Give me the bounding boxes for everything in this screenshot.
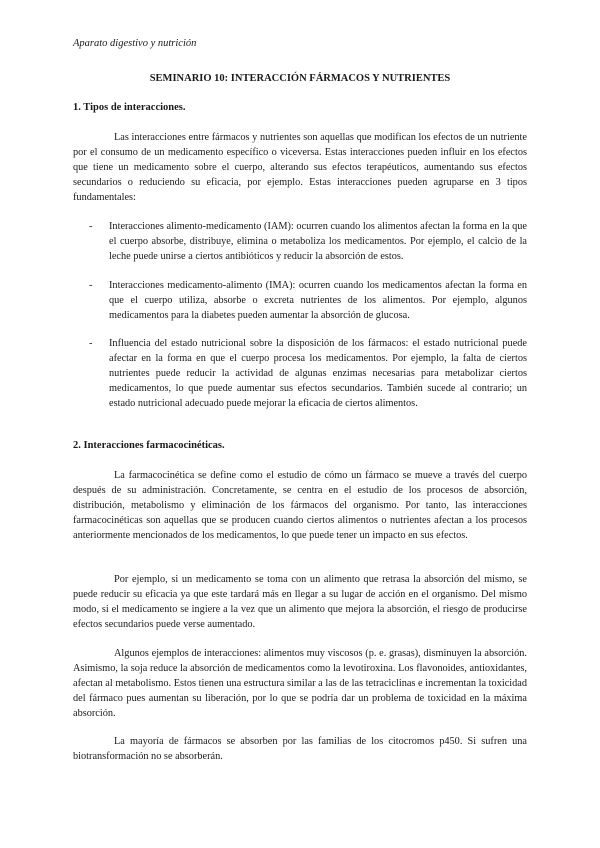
bullet-marker: - — [89, 338, 93, 349]
section-2-paragraph-1: La farmacocinética se define como el estudio de cómo un fármaco se mueve a través del cuerpo después de su administración. Concretamente, se centra en el estudio de los procesos de absorción, distribución, metabolismo y eliminación de los fármacos del organismo. Por tanto, las interacciones farmacocinéticas son aquellas que se producen cuando ciertos alimentos o nutrientes afectan a los procesos anteriormente mencionados de los medicamentos, lo que puede tener un impacto en sus efectos. — [73, 470, 527, 541]
section-heading-1: 1. Tipos de interacciones. — [73, 102, 186, 113]
section-heading-2: 2. Interacciones farmacocinéticas. — [73, 440, 225, 451]
section-2-paragraph-2: Por ejemplo, si un medicamento se toma con un alimento que retrasa la absorción del mismo, se puede reducir su eficacia ya que este tardará más en llegar a su lugar de acción en el organismo. Del mismo modo, si el medicamento se ingiere a la vez que un alimento que mejora la absorción, el riesgo de producirse efectos secundarios puede verse aumentado. — [73, 574, 527, 630]
section-1-intro-paragraph: Las interacciones entre fármacos y nutrientes son aquellas que modifican los efectos de un nutriente por el consumo de un medicamento específico o viceversa. Estas interacciones pueden influir en los efectos que tiene un medicamento sobre el cuerpo, alterando sus efectos terapéuticos, aumentando sus efectos secundarios o reduciendo su eficacia, por ejemplo. Estas interacciones pueden agruparse en 3 tipos fundamentales: — [73, 132, 527, 203]
section-2-paragraph-3: Algunos ejemplos de interacciones: alimentos muy viscosos (p. e. grasas), disminuyen la absorción. Asimismo, la soja reduce la absorción de medicamentos como la levotiroxina. Los flavonoides, antioxidantes, afectan al metabolismo. Estos tienen una estructura similar a las de las tetraciclinas e incrementan la toxicidad del fármaco pues aumentan su liberación, por lo que se podría dar un problema de toxicidad en la máxima absorción. — [73, 648, 527, 719]
bullet-item-ima — [73, 278, 527, 323]
bullet-item-iam — [73, 219, 527, 264]
document-title: SEMINARIO 10: INTERACCIÓN FÁRMACOS Y NUTRIENTES — [149, 73, 451, 84]
bullet-marker: - — [89, 280, 93, 291]
running-header: Aparato digestivo y nutrición — [73, 38, 197, 49]
bullet-marker: - — [89, 221, 93, 232]
bullet-text: Interacciones medicamento-alimento (IMA): ocurren cuando los medicamentos afectan la forma en que el cuerpo utiliza, absorbe o excreta nutrientes de los alimentos. Por ejemplo, algunos medicamentos para la diabetes pueden aumentar la absorción de glucosa. — [109, 280, 527, 321]
bullet-text: Influencia del estado nutricional sobre la disposición de los fármacos: el estado nutricional puede afectar en la forma en que el cuerpo procesa los medicamentos. Por ejemplo, la falta de ciertos nutrientes puede reducir la actividad de algunas enzimas necesarias para metabolizar ciertos medicamentos, lo que puede aumentar sus efectos secundarios. También sucede al contrario; un estado nutricional adecuado puede mejorar la eficacia de ciertos alimentos. — [109, 338, 527, 409]
section-2-paragraph-4: La mayoría de fármacos se absorben por las familias de los citocromos p450. Si sufren una biotransformación no se absorberán. — [73, 736, 527, 762]
bullet-item-nutritional-state — [73, 336, 527, 411]
bullet-text: Interacciones alimento-medicamento (IAM): ocurren cuando los alimentos afectan la forma en la que el cuerpo absorbe, distribuye, elimina o metaboliza los medicamentos. Por ejemplo, el calcio de la leche puede unirse a ciertos antibióticos y reducir la absorción de estos. — [109, 221, 527, 262]
